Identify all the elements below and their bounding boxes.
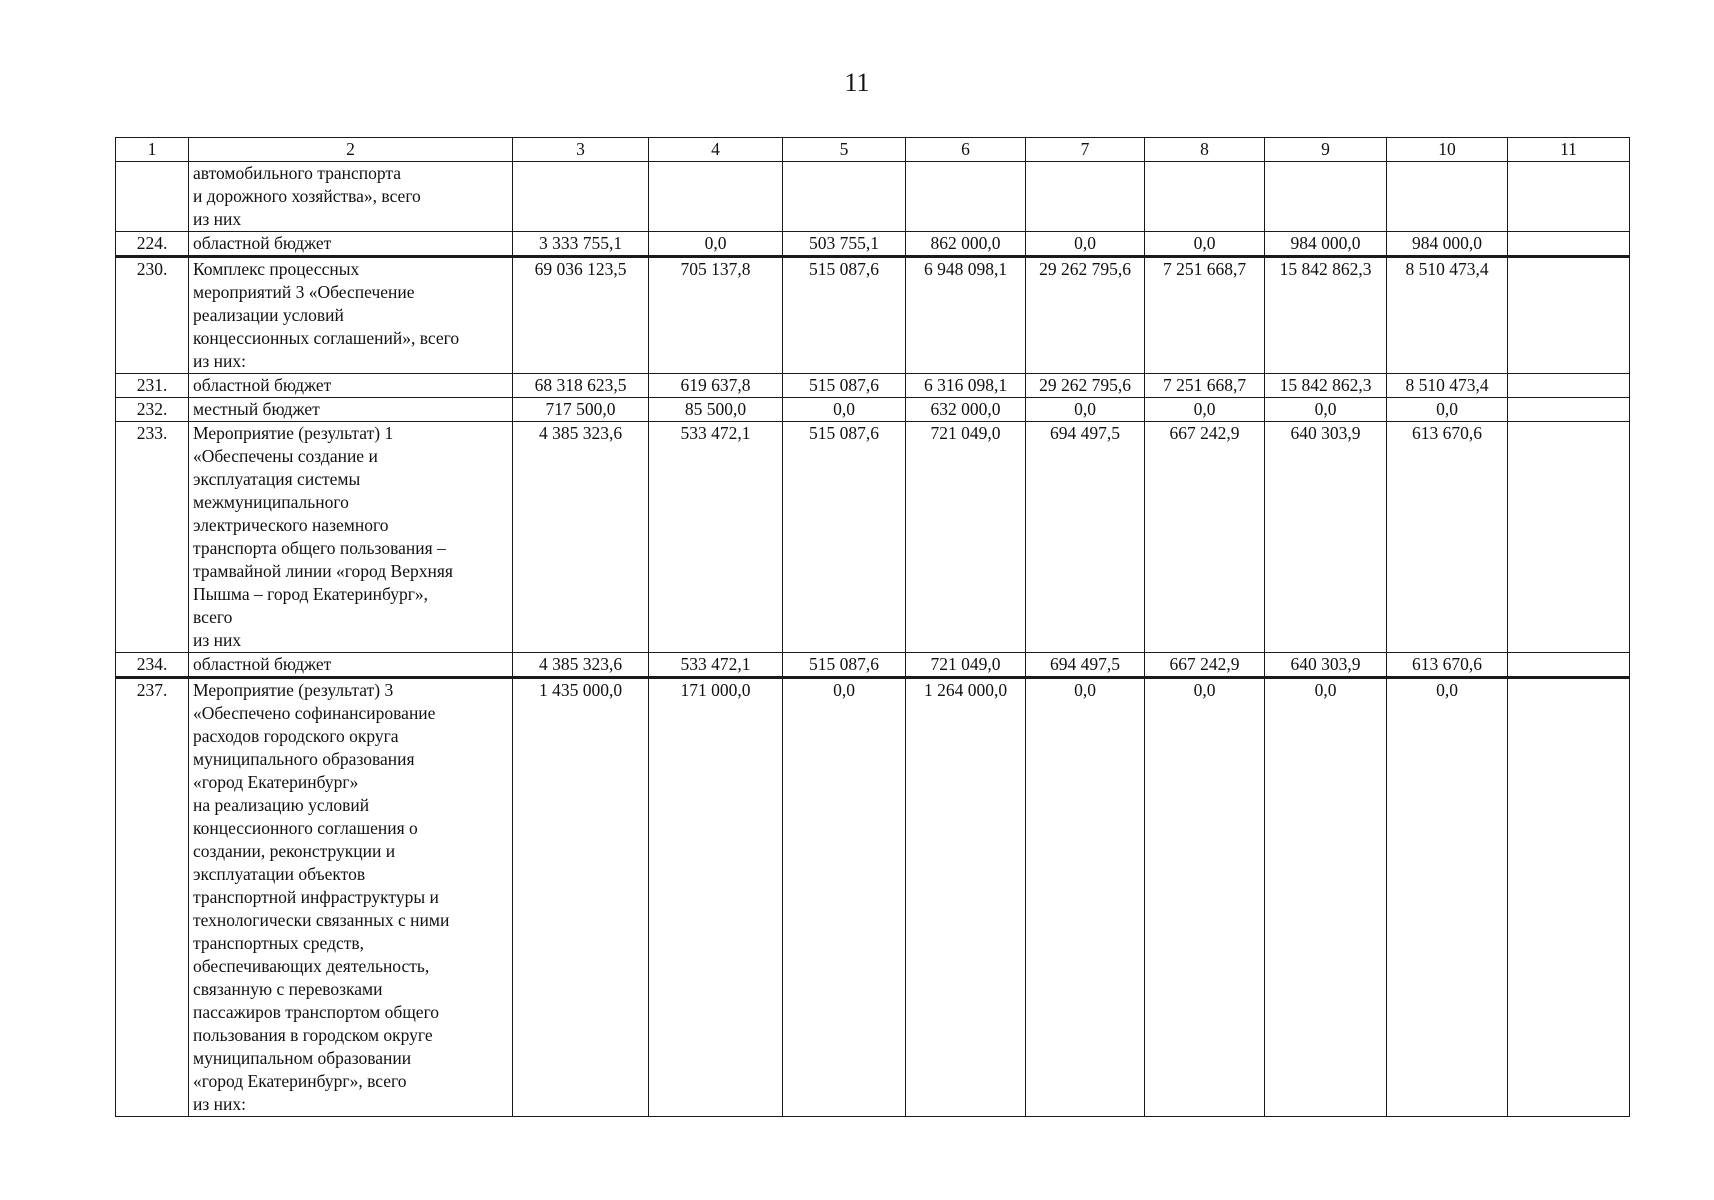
value-cell-col-3: 69 036 123,5 [513,257,649,374]
value-cell-col-6: 1 264 000,0 [906,678,1026,1117]
value-cell-col-4: 533 472,1 [649,653,783,678]
value-cell-col-3: 1 435 000,0 [513,678,649,1117]
value-cell-col-8: 7 251 668,7 [1145,257,1265,374]
value-cell-col-10: 0,0 [1387,678,1508,1117]
row-description: местный бюджет [189,398,513,422]
row-number: 232. [116,398,189,422]
table-row [116,374,1630,398]
value-cell-col-5: 0,0 [783,678,906,1117]
value-cell-col-7: 0,0 [1026,232,1145,257]
column-header: 4 [649,138,783,162]
row-number [116,162,189,232]
column-header: 5 [783,138,906,162]
value-cell-col-6: 862 000,0 [906,232,1026,257]
column-header: 3 [513,138,649,162]
value-cell-col-4: 533 472,1 [649,422,783,653]
value-cell-col-8: 7 251 668,7 [1145,374,1265,398]
value-cell-col-5 [783,162,906,232]
value-cell-col-7: 0,0 [1026,678,1145,1117]
value-cell-col-5: 503 755,1 [783,232,906,257]
table-row [116,398,1630,422]
row-number: 234. [116,653,189,678]
value-cell-col-4: 0,0 [649,232,783,257]
value-cell-col-6: 721 049,0 [906,653,1026,678]
value-cell-col-9: 640 303,9 [1265,422,1387,653]
column-header: 2 [189,138,513,162]
value-cell-col-10: 8 510 473,4 [1387,374,1508,398]
row-description: Мероприятие (результат) 1 «Обеспечены создание и эксплуатация системы межмуниципального электрического наземного транспорта общего пользования – трамвайной линии «город Верхняя Пышма – город Екатеринбург», всего из них [189,422,513,653]
value-cell-col-10: 0,0 [1387,398,1508,422]
value-cell-col-8: 667 242,9 [1145,653,1265,678]
value-cell-col-7: 694 497,5 [1026,653,1145,678]
value-cell-col-7: 694 497,5 [1026,422,1145,653]
value-cell-col-6 [906,162,1026,232]
value-cell-col-5: 515 087,6 [783,257,906,374]
value-cell-col-7 [1026,162,1145,232]
column-header: 9 [1265,138,1387,162]
value-cell-col-4: 619 637,8 [649,374,783,398]
value-cell-col-4 [649,162,783,232]
value-cell-col-7: 29 262 795,6 [1026,374,1145,398]
column-header: 7 [1026,138,1145,162]
value-cell-col-3: 3 333 755,1 [513,232,649,257]
row-number: 230. [116,257,189,374]
column-number-row [116,138,1630,162]
row-description: областной бюджет [189,232,513,257]
value-cell-col-8 [1145,162,1265,232]
value-cell-col-11 [1508,162,1630,232]
column-header: 8 [1145,138,1265,162]
value-cell-col-7: 0,0 [1026,398,1145,422]
value-cell-col-9 [1265,162,1387,232]
value-cell-col-10: 984 000,0 [1387,232,1508,257]
value-cell-col-3: 717 500,0 [513,398,649,422]
budget-table [115,137,1630,1117]
table-row [116,653,1630,678]
table-row [116,257,1630,374]
row-number: 224. [116,232,189,257]
value-cell-col-8: 0,0 [1145,398,1265,422]
table-row [116,678,1630,1117]
value-cell-col-5: 515 087,6 [783,422,906,653]
row-number: 237. [116,678,189,1117]
value-cell-col-11 [1508,422,1630,653]
value-cell-col-11 [1508,653,1630,678]
value-cell-col-3: 4 385 323,6 [513,422,649,653]
value-cell-col-4: 171 000,0 [649,678,783,1117]
value-cell-col-10: 8 510 473,4 [1387,257,1508,374]
value-cell-col-6: 6 316 098,1 [906,374,1026,398]
value-cell-col-8: 0,0 [1145,678,1265,1117]
value-cell-col-3 [513,162,649,232]
value-cell-col-3: 68 318 623,5 [513,374,649,398]
value-cell-col-3: 4 385 323,6 [513,653,649,678]
column-header: 10 [1387,138,1508,162]
value-cell-col-10: 613 670,6 [1387,422,1508,653]
value-cell-col-4: 85 500,0 [649,398,783,422]
column-header: 1 [116,138,189,162]
value-cell-col-6: 6 948 098,1 [906,257,1026,374]
value-cell-col-5: 515 087,6 [783,653,906,678]
value-cell-col-11 [1508,398,1630,422]
row-number: 231. [116,374,189,398]
value-cell-col-4: 705 137,8 [649,257,783,374]
row-number: 233. [116,422,189,653]
value-cell-col-11 [1508,232,1630,257]
row-description: областной бюджет [189,653,513,678]
row-description: областной бюджет [189,374,513,398]
value-cell-col-10 [1387,162,1508,232]
column-header: 11 [1508,138,1630,162]
value-cell-col-6: 721 049,0 [906,422,1026,653]
value-cell-col-9: 984 000,0 [1265,232,1387,257]
row-description: автомобильного транспорта и дорожного хозяйства», всего из них [189,162,513,232]
row-description: Комплекс процессных мероприятий 3 «Обеспечение реализации условий концессионных соглашений», всего из них: [189,257,513,374]
value-cell-col-11 [1508,374,1630,398]
value-cell-col-11 [1508,678,1630,1117]
value-cell-col-8: 667 242,9 [1145,422,1265,653]
value-cell-col-9: 15 842 862,3 [1265,257,1387,374]
page-number: 11 [844,68,870,97]
value-cell-col-11 [1508,257,1630,374]
value-cell-col-9: 15 842 862,3 [1265,374,1387,398]
value-cell-col-7: 29 262 795,6 [1026,257,1145,374]
table-row [116,422,1630,653]
value-cell-col-9: 0,0 [1265,678,1387,1117]
value-cell-col-5: 515 087,6 [783,374,906,398]
value-cell-col-10: 613 670,6 [1387,653,1508,678]
value-cell-col-9: 0,0 [1265,398,1387,422]
value-cell-col-6: 632 000,0 [906,398,1026,422]
table-row [116,232,1630,257]
table-row [116,162,1630,232]
column-header: 6 [906,138,1026,162]
value-cell-col-8: 0,0 [1145,232,1265,257]
value-cell-col-9: 640 303,9 [1265,653,1387,678]
value-cell-col-5: 0,0 [783,398,906,422]
row-description: Мероприятие (результат) 3 «Обеспечено софинансирование расходов городского округа муниципального образования «город Екатеринбург» на реализацию условий концессионного соглашения о создании, реконструкции и эксплуатации объектов транспортной инфраструктуры и технологически связанных с ними транспортных средств, обеспечивающих деятельность, связанную с перевозками пассажиров транспортом общего пользования в городском округе муниципальном образовании «город Екатеринбург», всего из них: [189,678,513,1117]
